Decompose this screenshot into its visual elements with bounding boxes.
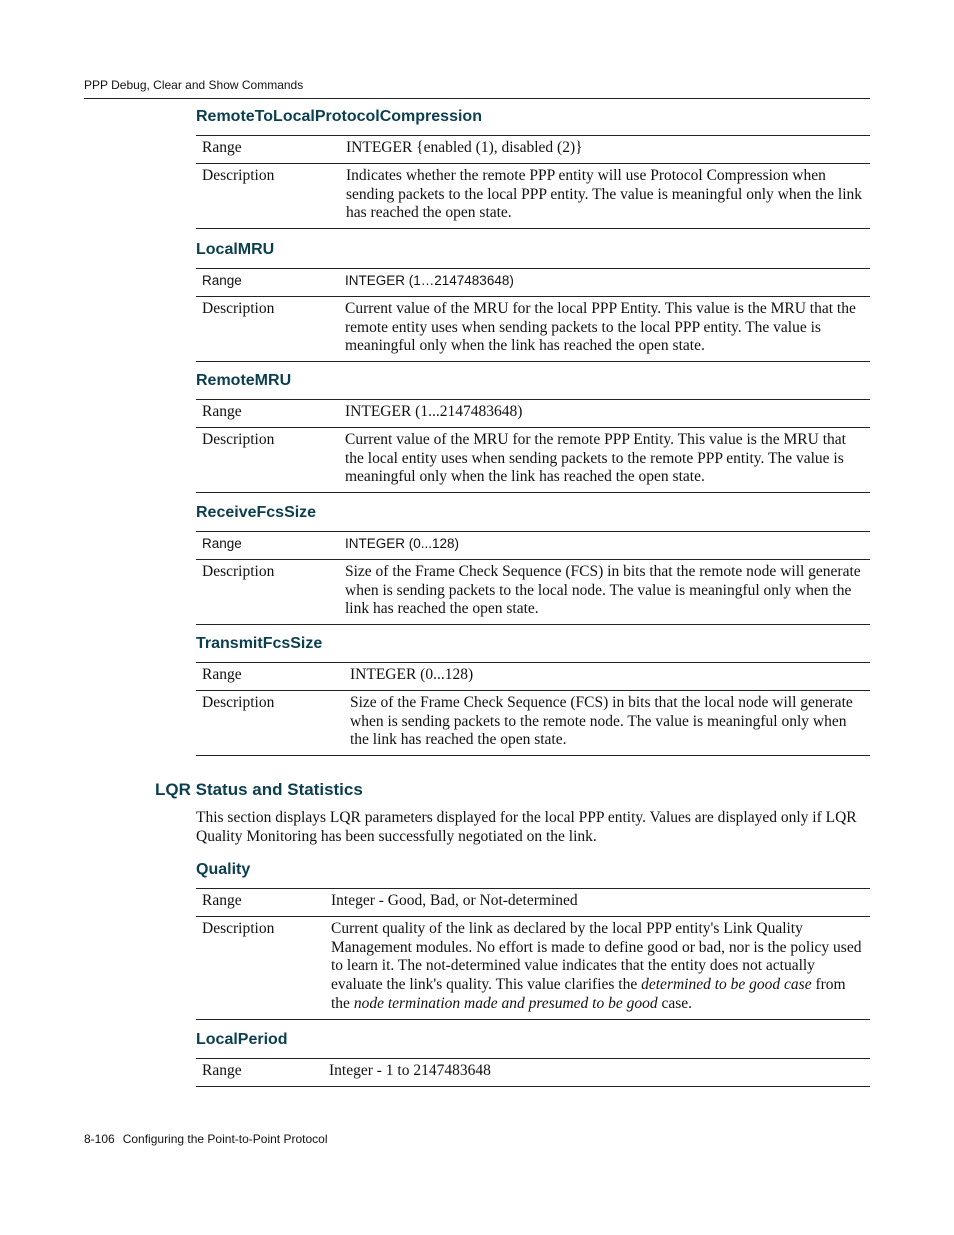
description-value: Current value of the MRU for the remote PPP Entity. This value is the MRU that the local entity uses when sending packets to the remote PPP entity. The value is meaningful only when the link has reached the open state. <box>339 427 870 492</box>
param-title-quality: Quality <box>196 861 251 878</box>
description-text: from the <box>331 976 846 1012</box>
description-row <box>196 163 870 228</box>
description-italic-text: determined to be good case <box>641 976 812 994</box>
range-value: INTEGER (1...2147483648) <box>339 400 870 428</box>
param-title-local-period: LocalPeriod <box>196 1031 288 1048</box>
range-value: INTEGER (1…2147483648) <box>339 269 870 297</box>
description-value <box>325 916 870 1019</box>
range-value: INTEGER (0...128) <box>344 663 870 691</box>
range-label: Range <box>196 532 339 560</box>
param-title-remote-mru: RemoteMRU <box>196 372 292 389</box>
range-label: Range <box>196 136 340 164</box>
running-header: PPP Debug, Clear and Show Commands <box>84 78 304 92</box>
description-value: Size of the Frame Check Sequence (FCS) in bits that the local node will generate when is sending packets to the remote node. The value is meaningful only when the link has reached the open state. <box>344 690 870 755</box>
range-row <box>196 532 870 560</box>
range-label: Range <box>196 1059 323 1087</box>
range-row <box>196 400 870 428</box>
param-table-receive-fcs-size <box>196 531 870 625</box>
param-table-quality <box>196 888 870 1020</box>
description-label: Description <box>196 163 340 228</box>
description-value: Size of the Frame Check Sequence (FCS) in bits that the remote node will generate when is sending packets to the local node. The value is meaningful only when the link has reached the open state. <box>339 559 870 624</box>
param-title-transmit-fcs-size: TransmitFcsSize <box>196 635 323 652</box>
description-row <box>196 296 870 361</box>
param-table-transmit-fcs-size <box>196 662 870 756</box>
param-title-remote-to-local-protocol-compression: RemoteToLocalProtocolCompression <box>196 108 482 125</box>
running-footer <box>84 1132 335 1146</box>
param-table-local-period <box>196 1058 870 1087</box>
range-row <box>196 663 870 691</box>
range-label: Range <box>196 663 344 691</box>
description-row <box>196 427 870 492</box>
description-label: Description <box>196 427 339 492</box>
range-value: INTEGER {enabled (1), disabled (2)} <box>340 136 870 164</box>
section-intro: This section displays LQR parameters displayed for the local PPP entity. Values are displayed only if LQR Quality Monitoring has been successfully negotiated on the link. <box>196 809 857 845</box>
range-value: Integer - Good, Bad, or Not-determined <box>325 889 870 917</box>
range-row <box>196 1059 870 1087</box>
section-title-lqr-status: LQR Status and Statistics <box>155 780 363 799</box>
param-table-remote-to-local-protocol-compression <box>196 135 870 229</box>
description-text: Current quality of the link as declared by the local PPP entity's Link Quality Management modules. No effort is made to define good or bad, nor is the policy used to learn it. The not-determined value indicates that the entity does not actually evaluate the link's quality. This value clarifies the <box>331 919 862 994</box>
header-rule <box>84 98 870 99</box>
description-label: Description <box>196 296 339 361</box>
range-row <box>196 269 870 297</box>
range-row <box>196 889 870 917</box>
param-table-remote-mru <box>196 399 870 493</box>
range-row <box>196 136 870 164</box>
range-label: Range <box>196 269 339 297</box>
range-value: INTEGER (0...128) <box>339 532 870 560</box>
param-title-receive-fcs-size: ReceiveFcsSize <box>196 504 317 521</box>
description-label: Description <box>196 690 344 755</box>
chapter-title: Configuring the Point-to-Point Protocol <box>122 1132 328 1146</box>
description-value: Indicates whether the remote PPP entity will use Protocol Compression when sending packets to the local PPP entity. The value is meaningful only when the link has reached the open state. <box>340 163 870 228</box>
description-row <box>196 559 870 624</box>
description-label: Description <box>196 916 325 1019</box>
description-italic-text: node termination made and presumed to be good <box>353 994 658 1012</box>
description-row <box>196 690 870 755</box>
range-label: Range <box>196 889 325 917</box>
range-value: Integer - 1 to 2147483648 <box>323 1059 870 1087</box>
param-title-local-mru: LocalMRU <box>196 241 275 258</box>
page-number: 8-106 <box>84 1132 115 1146</box>
description-label: Description <box>196 559 339 624</box>
description-value: Current value of the MRU for the local PPP Entity. This value is the MRU that the remote entity uses when sending packets to the local PPP entity. The value is meaningful only when the link has reached the open state. <box>339 296 870 361</box>
range-label: Range <box>196 400 339 428</box>
param-table-local-mru <box>196 268 870 362</box>
description-row <box>196 916 870 1019</box>
description-text: case. <box>657 994 693 1012</box>
